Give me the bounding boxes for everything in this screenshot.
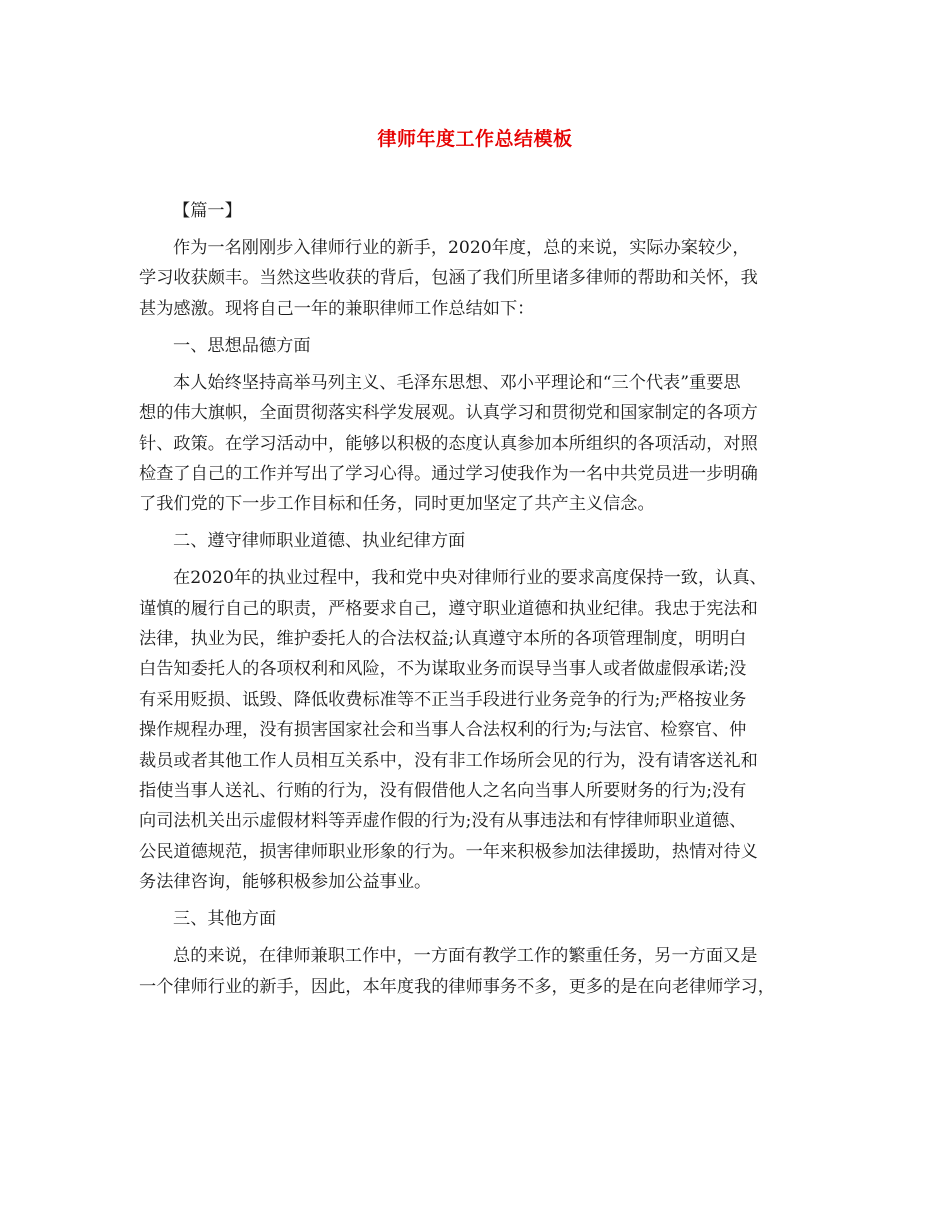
heading-text: 二、遵守律师职业道德、执业纪律方面 bbox=[173, 531, 466, 552]
paragraph-2 bbox=[139, 563, 819, 897]
text-line: 总的来说，在律师兼职工作中，一方面有教学工作的繁重任务，另一方面又是 bbox=[173, 946, 758, 967]
text-line: 务法律咨询，能够积极参加公益事业。 bbox=[139, 872, 432, 893]
text-line: 法律，执业为民，维护委托人的合法权益;认真遵守本所的各项管理制度，明明白 bbox=[139, 629, 747, 650]
text-line: 有采用贬损、诋毁、降低收费标准等不正当手段进行业务竞争的行为;严格按业务 bbox=[139, 689, 747, 710]
text-line: 操作规程办理，没有损害国家社会和当事人合法权利的行为;与法官、检察官、仲 bbox=[139, 720, 747, 741]
text-line: 指使当事人送礼、行贿的行为，没有假借他人之名向当事人所要财务的行为;没有 bbox=[139, 781, 747, 801]
intro-paragraph bbox=[139, 233, 819, 324]
text-line: 一个律师行业的新手，因此，本年度我的律师事务不多，更多的是在向老律师学习， bbox=[139, 976, 775, 997]
text-line: 想的伟大旗帜，全面贯彻落实科学发展观。认真学习和贯彻党和国家制定的各项方 bbox=[139, 403, 758, 424]
section-heading-2 bbox=[139, 526, 819, 556]
text-line: 白告知委托人的各项权利和风险，不为谋取业务而误导当事人或者做虚假承诺;没 bbox=[139, 659, 747, 680]
heading-text: 三、其他方面 bbox=[173, 909, 277, 930]
text-line: 【篇一】 bbox=[173, 201, 242, 221]
text-line: 针、政策。在学习活动中，能够以积极的态度认真参加本所组织的各项活动，对照 bbox=[139, 433, 758, 454]
text-line: 在2020年的执业过程中，我和党中央对律师行业的要求高度保持一致，认真、 bbox=[173, 568, 767, 589]
paragraph-3 bbox=[139, 941, 819, 1002]
paragraph-1 bbox=[139, 368, 819, 520]
text-line: 裁员或者其他工作人员相互关系中，没有非工作场所会见的行为，没有请客送礼和 bbox=[139, 750, 758, 771]
text-line: 了我们党的下一步工作目标和任务，同时更加坚定了共产主义信念。 bbox=[139, 494, 655, 515]
section-heading-1 bbox=[139, 331, 819, 361]
document-title: 律师年度工作总结模板 bbox=[377, 128, 573, 150]
section-heading-3 bbox=[139, 904, 819, 934]
text-line: 公民道德规范，损害律师职业形象的行为。一年来积极参加法律援助，热情对待义 bbox=[139, 841, 758, 862]
document-body bbox=[139, 196, 819, 1002]
text-line: 本人始终坚持高举马列主义、毛泽东思想、邓小平理论和“三个代表”重要思 bbox=[173, 372, 741, 393]
text-line: 作为一名刚刚步入律师行业的新手，2020年度，总的来说，实际办案较少， bbox=[173, 237, 750, 258]
text-line: 学习收获颇丰。当然这些收获的背后，包涵了我们所里诸多律师的帮助和关怀，我 bbox=[139, 268, 758, 289]
text-line: 甚为感激。现将自己一年的兼职律师工作总结如下： bbox=[139, 298, 535, 319]
text-line: 向司法机关出示虚假材料等弄虚作假的行为;没有从事违法和有悖律师职业道德、 bbox=[139, 811, 747, 832]
text-line: 谨慎的履行自己的职责，严格要求自己，遵守职业道德和执业纪律。我忠于宪法和 bbox=[139, 598, 758, 619]
part-marker bbox=[139, 196, 819, 226]
heading-text: 一、思想品德方面 bbox=[173, 335, 311, 356]
text-line: 检查了自己的工作并写出了学习心得。通过学习使我作为一名中共党员进一步明确 bbox=[139, 463, 758, 484]
